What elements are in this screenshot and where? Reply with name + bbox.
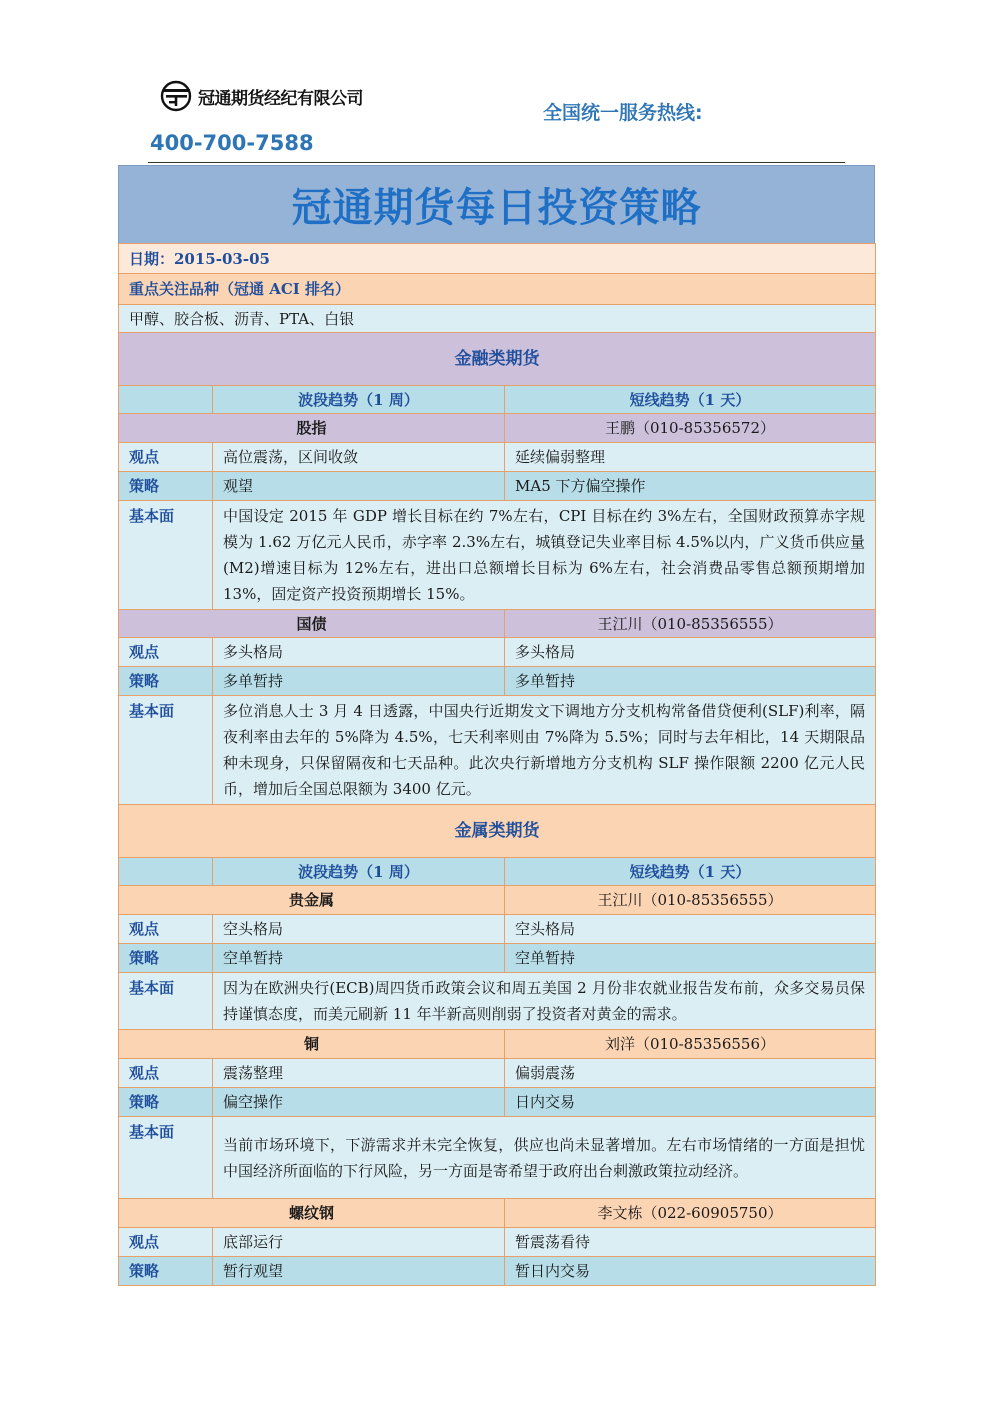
product-name: 国债 [119, 610, 505, 638]
hotline-label: 全国统一服务热线: [543, 102, 703, 124]
view-week: 高位震荡，区间收敛 [213, 443, 505, 472]
trend-header-blank [119, 386, 213, 414]
strategy-week: 暂行观望 [213, 1257, 505, 1286]
date-row [119, 244, 876, 274]
analyst-contact: 王鹏（010-85356572） [505, 414, 876, 443]
basic-label: 基本面 [119, 1117, 213, 1199]
strategy-week: 偏空操作 [213, 1088, 505, 1117]
section-header-financial [119, 333, 876, 386]
view-day: 多头格局 [505, 638, 876, 667]
basic-label: 基本面 [119, 973, 213, 1030]
swing-trend-header: 波段趋势（1 周） [213, 386, 505, 414]
strategy-report [118, 165, 875, 1286]
view-day: 延续偏弱整理 [505, 443, 876, 472]
strategy-row [119, 667, 876, 696]
page-header [0, 0, 992, 165]
analyst-contact: 王江川（010-85356555） [505, 886, 876, 915]
analyst-contact: 刘洋（010-85356556） [505, 1030, 876, 1059]
strategy-day: 日内交易 [505, 1088, 876, 1117]
view-day: 暂震荡看待 [505, 1228, 876, 1257]
strategy-label: 策略 [119, 944, 213, 973]
view-label: 观点 [119, 1059, 213, 1088]
report-date: 日期：2015-03-05 [119, 244, 876, 274]
basic-row [119, 1117, 876, 1199]
basic-label: 基本面 [119, 696, 213, 805]
section-title: 金融类期货 [119, 333, 876, 386]
product-header-row [119, 610, 876, 638]
company-logo [160, 80, 363, 112]
strategy-label: 策略 [119, 472, 213, 501]
swing-trend-header: 波段趋势（1 周） [213, 858, 505, 886]
view-week: 底部运行 [213, 1228, 505, 1257]
strategy-row [119, 472, 876, 501]
product-name: 股指 [119, 414, 505, 443]
strategy-day: 空单暂持 [505, 944, 876, 973]
product-name: 螺纹钢 [119, 1199, 505, 1228]
strategy-day: 多单暂持 [505, 667, 876, 696]
view-day: 偏弱震荡 [505, 1059, 876, 1088]
basic-text: 中国设定 2015 年 GDP 增长目标在约 7%左右，CPI 目标在约 3%左右，全国财政预算赤字规模为 1.62 万亿元人民币，赤字率 2.3%左右，城镇登记失业率目标 4.5%以内，广义货币供应量(M2)增速目标为 12%左右，进出口总额增长目标为 6%左右，社会消费品零售总额预期增加 13%，固定资产投资预期增长 15%。 [213, 501, 876, 610]
strategy-label: 策略 [119, 1257, 213, 1286]
short-trend-header: 短线趋势（1 天） [505, 386, 876, 414]
product-name: 贵金属 [119, 886, 505, 915]
report-title-band [118, 165, 875, 243]
view-row [119, 915, 876, 944]
view-week: 震荡整理 [213, 1059, 505, 1088]
header-divider [148, 162, 845, 163]
strategy-label: 策略 [119, 1088, 213, 1117]
basic-row [119, 696, 876, 805]
product-header-row [119, 1199, 876, 1228]
focus-label: 重点关注品种（冠通 ACI 排名） [119, 274, 876, 305]
strategy-row [119, 944, 876, 973]
short-trend-header: 短线趋势（1 天） [505, 858, 876, 886]
strategy-row [119, 1257, 876, 1286]
view-row [119, 1059, 876, 1088]
product-header-row [119, 886, 876, 915]
view-label: 观点 [119, 638, 213, 667]
trend-header-row [119, 386, 876, 414]
focus-items-row [119, 305, 876, 333]
product-name: 铜 [119, 1030, 505, 1059]
basic-label: 基本面 [119, 501, 213, 610]
strategy-row [119, 1088, 876, 1117]
strategy-week: 空单暂持 [213, 944, 505, 973]
strategy-label: 策略 [119, 667, 213, 696]
view-label: 观点 [119, 443, 213, 472]
company-name: 冠通期货经纪有限公司 [198, 88, 363, 109]
focus-label-row [119, 274, 876, 305]
section-title: 金属类期货 [119, 805, 876, 858]
view-week: 空头格局 [213, 915, 505, 944]
section-header-metals [119, 805, 876, 858]
basic-row [119, 501, 876, 610]
strategy-week: 观望 [213, 472, 505, 501]
strategy-table [118, 243, 876, 1286]
product-header-row [119, 414, 876, 443]
basic-row [119, 973, 876, 1030]
view-row [119, 638, 876, 667]
strategy-week: 多单暂持 [213, 667, 505, 696]
trend-header-blank [119, 858, 213, 886]
trend-header-row [119, 858, 876, 886]
view-row [119, 443, 876, 472]
strategy-day: MA5 下方偏空操作 [505, 472, 876, 501]
view-day: 空头格局 [505, 915, 876, 944]
analyst-contact: 王江川（010-85356555） [505, 610, 876, 638]
basic-text: 当前市场环境下，下游需求并未完全恢复，供应也尚未显著增加。左右市场情绪的一方面是担忧中国经济所面临的下行风险，另一方面是寄希望于政府出台刺激政策拉动经济。 [213, 1117, 876, 1199]
strategy-day: 暂日内交易 [505, 1257, 876, 1286]
view-label: 观点 [119, 1228, 213, 1257]
product-header-row [119, 1030, 876, 1059]
report-title: 冠通期货每日投资策略 [291, 185, 702, 231]
analyst-contact: 李文栋（022-60905750） [505, 1199, 876, 1228]
basic-text: 因为在欧洲央行(ECB)周四货币政策会议和周五美国 2 月份非农就业报告发布前，众多交易员保持谨慎态度，而美元刷新 11 年半新高则削弱了投资者对黄金的需求。 [213, 973, 876, 1030]
view-row [119, 1228, 876, 1257]
view-label: 观点 [119, 915, 213, 944]
hotline-number: 400-700-7588 [150, 131, 314, 155]
company-logo-icon [160, 80, 194, 112]
basic-text: 多位消息人士 3 月 4 日透露，中国央行近期发文下调地方分支机构常备借贷便利(SLF)利率，隔夜利率由去年的 5%降为 4.5%，七天利率则由 7%降为 5.5%；同时与去年相比，14 天期限品种未现身，只保留隔夜和七天品种。此次央行新增地方分支机构 SLF 操作限额 2200 亿元人民币，增加后全国总限额为 3400 亿元。 [213, 696, 876, 805]
focus-items: 甲醇、胶合板、沥青、PTA、白银 [119, 305, 876, 333]
view-week: 多头格局 [213, 638, 505, 667]
